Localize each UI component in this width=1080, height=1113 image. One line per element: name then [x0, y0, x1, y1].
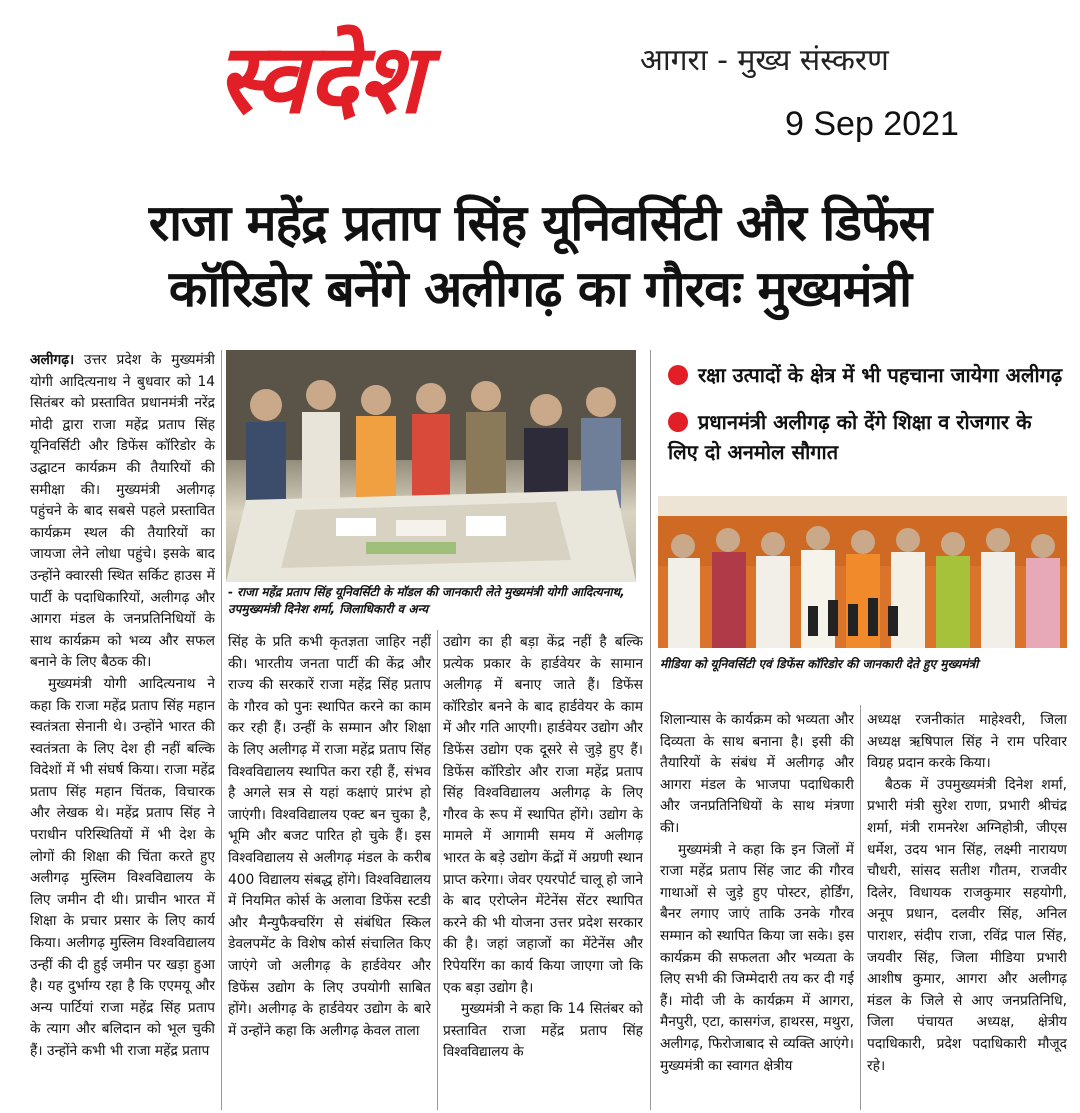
column-divider — [221, 350, 222, 1110]
article-column-5 — [867, 710, 1067, 1102]
caption-model: - राजा महेंद्र प्रताप सिंह यूनिवर्सिटी के मॉडल की जानकारी लेते मुख्यमंत्री योगी आदित्यनाथ, उपमुख्यमंत्री दिनेश शर्मा, जिलाधिकारी व अन्य — [228, 585, 625, 616]
article-paragraph: बैठक में उपमुख्यमंत्री दिनेश शर्मा, प्रभारी मंत्री सुरेश राणा, प्रभारी श्रीचंद्र शर्मा, मंत्री रामनरेश अग्निहोत्री, जीएस धर्मेश, उदय भान सिंह, लक्ष्मी नारायण चौधरी, सांसद सतीश गौतम, राजवीर दिलेर, विधायक राजकुमार सहयोगी, अनूप प्रधान, दलवीर सिंह, अनिल पाराशर, संदीप राजा, रविंद्र पाल सिंह, जयवीर सिंह, जिला मीडिया प्रभारी आशीष कुमार, आगरा और अलीगढ़ मंडल के जिले से आए जनप्रतिनिधि, जिला पंचायत अध्यक्ष, क्षेत्रीय पदाधिकारी, प्रदेश पदाधिकारी मौजूद रहे। — [867, 776, 1067, 1074]
article-column-1 — [30, 350, 215, 1102]
headline-line-2: कॉरिडोर बनेंगे अलीगढ़ का गौरवः मुख्यमंत्री — [168, 260, 912, 318]
headline-line-1: राजा महेंद्र प्रताप सिंह यूनिवर्सिटी और डिफेंस — [148, 194, 932, 252]
swadesh-logo — [100, 20, 540, 138]
issue-date: 9 Sep 2021 — [785, 105, 959, 143]
article-column-4 — [660, 710, 854, 1102]
article-paragraph: मुख्यमंत्री योगी आदित्यनाथ ने कहा कि राजा महेंद्र प्रताप सिंह महान स्वतंत्रता सेनानी थे। उन्होंने भारत की स्वतंत्रता के लिए देश ही नहीं बल्कि विदेशों में भी संघर्ष किया। राजा महेंद्र प्रताप सिंह महान चिंतक, विचारक और लेखक थे। महेंद्र प्रताप सिंह ने पराधीन परिस्थितियों में भी देश के लोगों की शिक्षा की चिंता करते हुए अलीगढ़ मुस्लिम विश्वविद्यालय के लिए जमीन दी थी। प्राचीन भारत में शिक्षा के प्रचार प्रसार के लिए कार्य किया। अलीगढ़ मुस्लिम विश्वविद्यालय उन्हीं की दी हुई जमीन पर खड़ा हुआ है। यह दुर्भाग्य रहा है कि एएमयू और अन्य पार्टियां राजा महेंद्र सिंह प्रताप के त्याग और बलिदान को भूल चुकी हैं। उन्होंने कभी भी राजा महेंद्र प्रताप — [30, 675, 215, 1059]
highlight-1: रक्षा उत्पादों के क्षेत्र में भी पहचाना जायेगा अलीगढ़ — [668, 360, 1068, 390]
article-paragraph: मुख्यमंत्री ने कहा कि इन जिलों में राजा महेंद्र प्रताप सिंह जाट की गौरव गाथाओं से जुड़े हुए पोस्टर, होर्डिंग, बैनर लगाए जाएं ताकि उनके गौरव सम्मान को स्थापित किया जा सके। इस कार्यक्रम की सफलता और भव्यता के लिए सभी की जिम्मेदारी तय कर दी गई हैं। मोदी जी के कार्यक्रम में आगरा, मैनपुरी, एटा, कासगंज, हाथरस, मथुरा, अलीगढ़, फिरोजाबाद से व्यक्ति आएंगे। मुख्यमंत्री का स्वागत क्षेत्रीय — [660, 841, 854, 1074]
article-column-2 — [228, 632, 431, 1102]
article-paragraph: मुख्यमंत्री ने कहा कि 14 सितंबर को प्रस्तावित राजा महेंद्र प्रताप सिंह विश्वविद्यालय के — [443, 1001, 643, 1061]
edition-label: आगरा - मुख्य संस्करण — [640, 43, 889, 78]
article-paragraph: सिंह के प्रति कभी कृतज्ञता जाहिर नहीं की। भारतीय जनता पार्टी की केंद्र और राज्य की सरकारें राजा महेंद्र सिंह प्रताप के गौरव को पुनः स्थापित करने का काम कर रही हैं। उन्हीं के सम्मान और शिक्षा के लिए अलीगढ़ में राजा महेंद्र प्रताप सिंह विश्वविद्यालय स्थापित करा रही हैं, संभव है अगले सत्र से यहां कक्षाएं प्रारंभ हो जाएंगी। विश्वविद्यालय एक्ट बन चुका है, भूमि और बजट पारित हो चुके हैं। इस विश्वविद्यालय से अलीगढ़ मंडल के करीब 400 विद्यालय संबद्ध होंगे। विश्वविद्यालय में नियमित कोर्स के अलावा डिफेंस स्टडी और मैन्युफैक्चरिंग से संबंधित स्किल डेवलपमेंट के विशेष कोर्स संचालित किए जाएंगे जो अलीगढ़ के हार्डवेयर और डिफेंस उद्योग के लिए उपयोगी साबित होंगे। अलीगढ़ के हार्डवेयर उद्योग के बारे में उन्होंने कहा कि अलीगढ़ केवल ताला — [228, 634, 431, 1039]
caption-media: मीडिया को यूनिवर्सिटी एवं डिफेंस कॉरिडोर की जानकारी देते हुए मुख्यमंत्री — [660, 657, 979, 671]
highlight-2: प्रधानमंत्री अलीगढ़ को देंगे शिक्षा व रोजगार के लिए दो अनमोल सौगात — [668, 410, 1032, 464]
photo-model-illustration — [226, 350, 636, 582]
headline — [20, 190, 1060, 322]
photo-media-illustration — [658, 496, 1067, 648]
red-bullet-icon — [668, 412, 688, 432]
red-bullet-icon — [668, 365, 688, 385]
article-paragraph: अलीगढ़। उत्तर प्रदेश के मुख्यमंत्री योगी आदित्यनाथ ने बुधवार को 14 सितंबर को प्रस्तावित प्रधानमंत्री नरेंद्र मोदी द्वारा राजा महेंद्र प्रताप सिंह यूनिवर्सिटी और डिफेंस कॉरिडोर के उद्घाटन कार्यक्रम की तैयारियों की समीक्षा की। मुख्यमंत्री अलीगढ़ पहुंचने के बाद सबसे पहले प्रस्तावित कार्यक्रम स्थल की तैयारियों का जायजा लेने लोधा पहुंचे। इसके बाद उन्होंने क्वारसी स्थित सर्किट हाउस में पार्टी के पदाधिकारियों, अलीगढ़ और आगरा मंडल के जनप्रतिनिधियों के साथ कार्यक्रम को भव्य और सफल बनाने के लिए बैठक की। — [30, 352, 215, 671]
logo-text: स्वदेश — [216, 23, 424, 135]
dateline: अलीगढ़। — [30, 352, 75, 368]
column-divider — [860, 705, 861, 1110]
article-paragraph: शिलान्यास के कार्यक्रम को भव्यता और दिव्यता के साथ बनाना है। इसी की तैयारियों के संबंध में अलीगढ़ और आगरा मंडल के भाजपा पदाधिकारी और जनप्रतिनिधियों के साथ मंत्रणा की। — [660, 712, 854, 836]
article-paragraph: उद्योग का ही बड़ा केंद्र नहीं है बल्कि प्रत्येक प्रकार के हार्डवेयर के सामान अलीगढ़ में बनाए जाते हैं। डिफेंस कॉरिडोर बनने के बाद हार्डवेयर के काम में और गति आएगी। हार्डवेयर उद्योग और डिफेंस उद्योग एक दूसरे से जुड़े हुए हैं। डिफेंस कॉरिडोर और राजा महेंद्र प्रताप सिंह विश्वविद्यालय अलीगढ़ के लिए गौरव के रूप में स्थापित होंगे। उद्योग के मामले में आगामी समय में अलीगढ़ भारत के बड़े उद्योग केंद्रों में अग्रणी स्थान प्राप्त करेगा। जेवर एयरपोर्ट चालू हो जाने के बाद एरोप्लेन मेंटेनेंस सेंटर स्थापित करने की भी योजना उत्तर प्रदेश सरकार की है। जहां जहाजों का मेंटेनेंस और रिपेयरिंग का कार्य किया जाएगा जो कि एक बड़ा उद्योग है। — [443, 634, 643, 996]
article-column-3 — [443, 632, 643, 1102]
column-divider — [437, 630, 438, 1110]
photo-media-briefing — [658, 496, 1067, 648]
article-paragraph: अध्यक्ष रजनीकांत माहेश्वरी, जिला अध्यक्ष ऋषिपाल सिंह ने राम परिवार विग्रह प्रदान करके किया। — [867, 712, 1067, 772]
column-divider — [650, 350, 651, 1110]
photo-university-model — [226, 350, 636, 582]
